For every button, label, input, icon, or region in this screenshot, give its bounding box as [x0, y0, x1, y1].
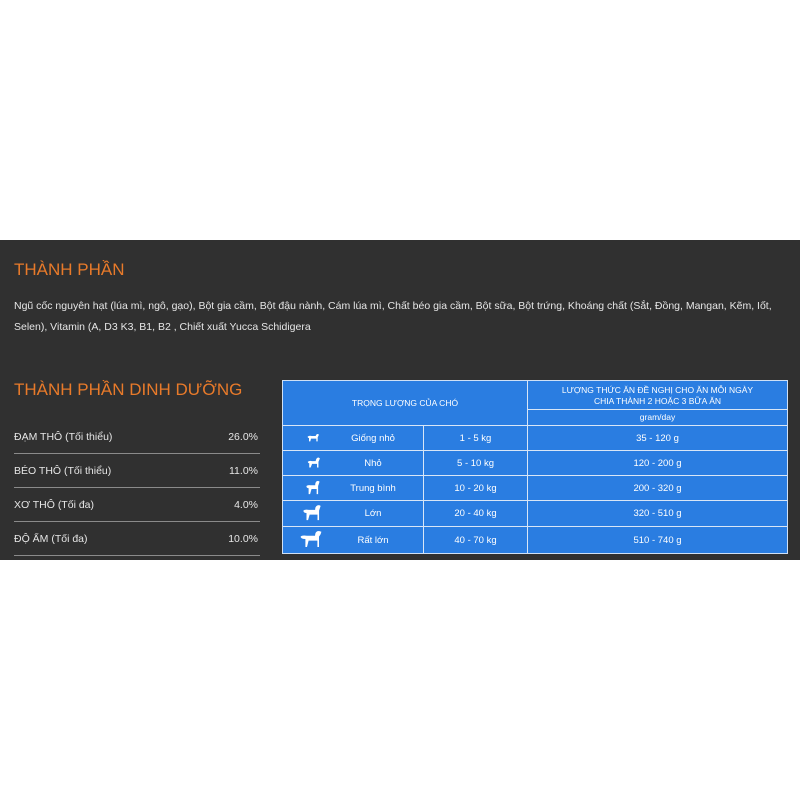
- food-amount: 320 - 510 g: [633, 508, 682, 519]
- dog-weight: 10 - 20 kg: [454, 482, 497, 494]
- small-dog-icon: [305, 454, 322, 471]
- amount-header-line2: CHIA THÀNH 2 HOẶC 3 BỮA ĂN: [593, 395, 722, 406]
- nutrition-label: XƠ THÔ (Tối đa): [14, 498, 94, 511]
- giant-dog-icon: [299, 528, 323, 550]
- dog-size: Giống nhỏ: [351, 432, 395, 444]
- food-amount: 200 - 320 g: [633, 482, 682, 494]
- nutrition-row-fiber: [14, 488, 260, 522]
- nutrition-label: ĐỘ ẨM (Tối đa): [14, 532, 88, 545]
- small-dog-icon: [305, 431, 321, 445]
- dog-size: Rất lớn: [357, 534, 389, 546]
- weight-header: TRỌNG LƯỢNG CỦA CHÓ: [351, 397, 459, 408]
- ingredients-title: THÀNH PHẦN: [14, 260, 125, 279]
- food-amount: 35 - 120 g: [636, 432, 679, 444]
- amount-header: [528, 382, 787, 409]
- nutrition-row-moisture: [14, 522, 260, 556]
- dog-weight: 5 - 10 kg: [457, 457, 494, 469]
- nutrition-list: [14, 420, 260, 556]
- dog-size: Trung bình: [350, 482, 396, 494]
- dog-weight: 20 - 40 kg: [454, 508, 497, 519]
- food-amount: 120 - 200 g: [633, 457, 682, 469]
- nutrition-value: 10.0%: [228, 532, 258, 545]
- large-dog-icon: [301, 502, 323, 524]
- nutrition-value: 26.0%: [228, 430, 258, 443]
- dog-weight: 1 - 5 kg: [459, 432, 492, 444]
- nutrition-label: BÉO THÔ (Tối thiểu): [14, 464, 112, 477]
- nutrition-title: THÀNH PHẦN DINH DƯỠNG: [14, 380, 243, 399]
- feeding-table: [282, 380, 788, 554]
- product-info-panel: [0, 240, 800, 560]
- nutrition-label: ĐẠM THÔ (Tối thiểu): [14, 430, 113, 443]
- medium-dog-icon: [304, 478, 322, 497]
- nutrition-value: 4.0%: [234, 498, 258, 511]
- amount-header-line1: LƯỢNG THỨC ĂN ĐỀ NGHỊ CHO ĂN MỖI NGÀY: [561, 384, 754, 395]
- nutrition-value: 11.0%: [229, 464, 258, 477]
- dog-size: Lớn: [364, 508, 382, 519]
- dog-size: Nhỏ: [364, 457, 382, 469]
- unit-label: gram/day: [639, 412, 676, 422]
- nutrition-row-fat: [14, 454, 260, 488]
- food-amount: 510 - 740 g: [633, 534, 682, 546]
- dog-weight: 40 - 70 kg: [454, 534, 497, 546]
- nutrition-row-protein: [14, 420, 260, 454]
- ingredients-text: Ngũ cốc nguyên hạt (lúa mì, ngô, gạo), Bột gia cầm, Bột đậu nành, Cám lúa mì, Chất béo gia cầm, Bột sữa, Bột trứng, Khoáng chất (Sắt, Đồng, Mangan, Kẽm, Iốt, Selen), Vitamin (A, D3 K3, B1, B2 , Chiết xuất Yucca Schidigera: [14, 300, 772, 333]
